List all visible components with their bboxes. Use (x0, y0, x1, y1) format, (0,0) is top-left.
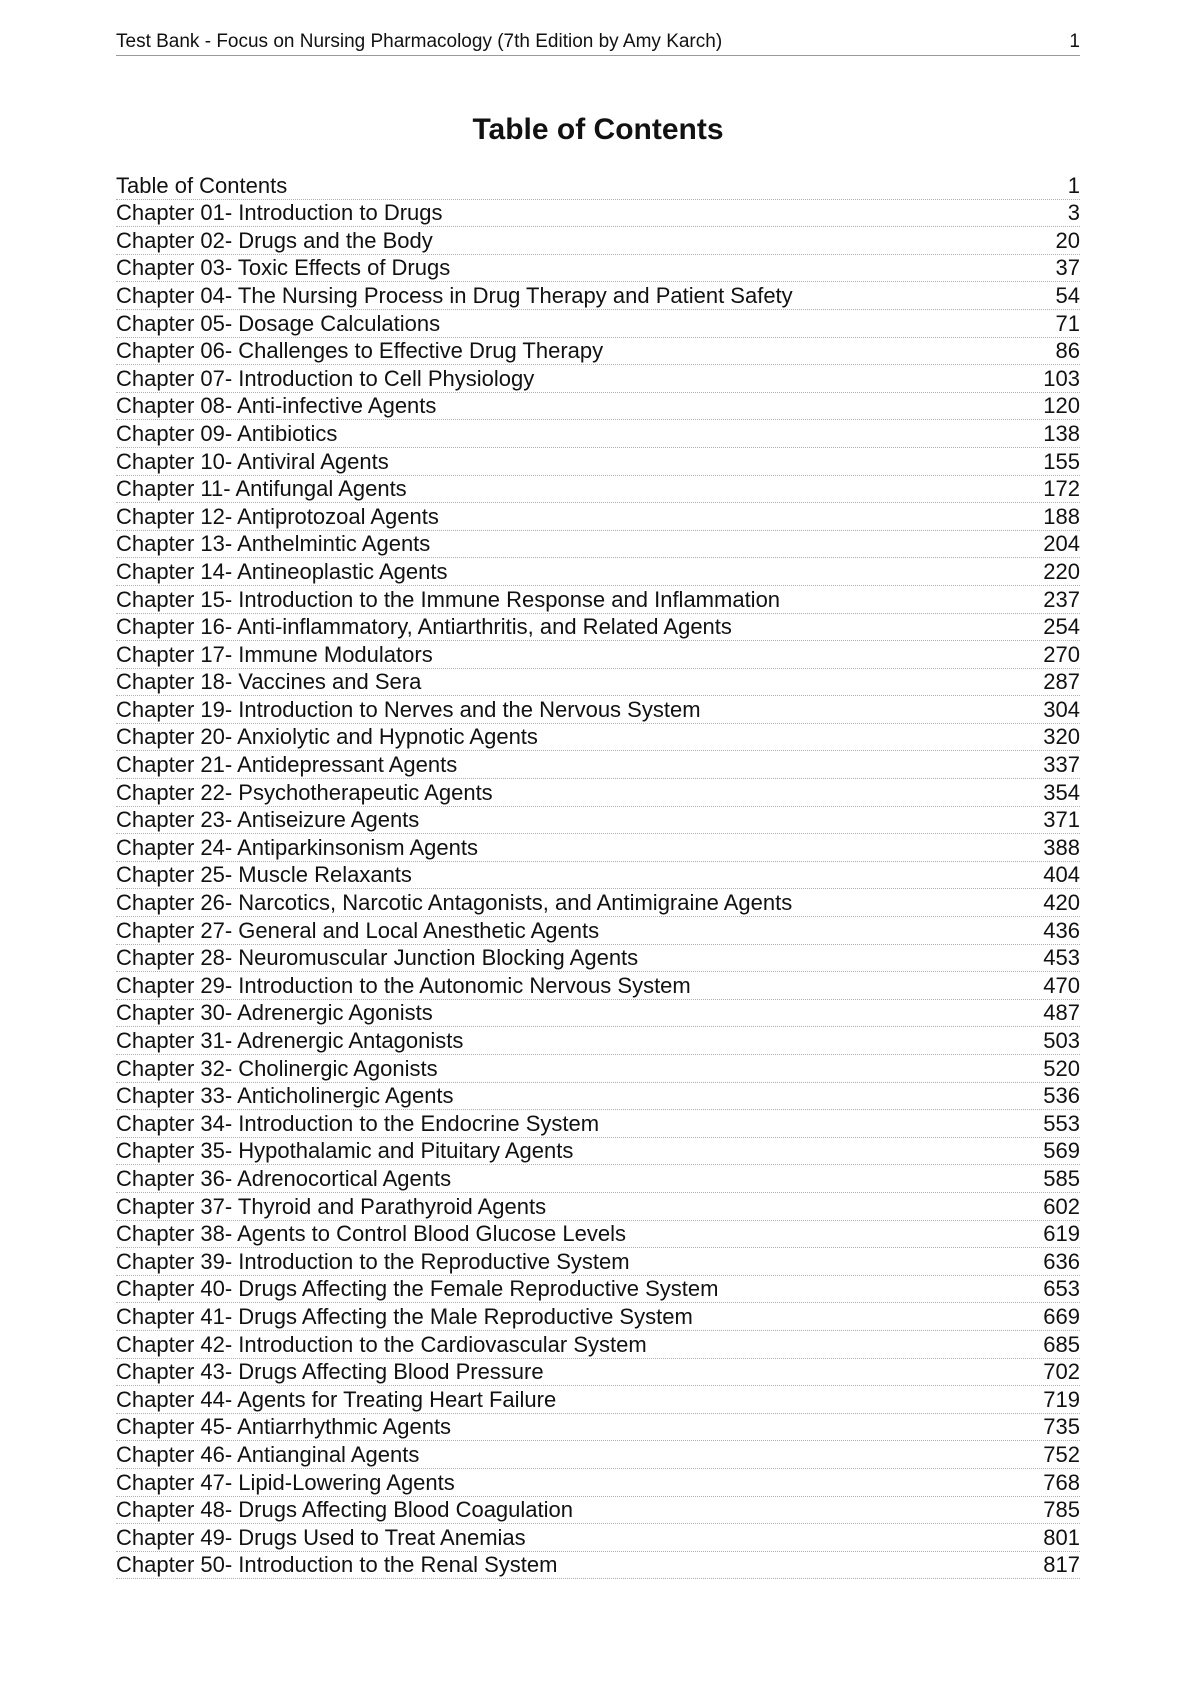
toc-entry-page-number: 436 (1043, 917, 1080, 943)
toc-entry-page-number: 553 (1043, 1110, 1080, 1136)
toc-entry-page-number: 37 (1055, 255, 1080, 281)
toc-entry-page-number: 585 (1043, 1165, 1080, 1191)
toc-entry-page-number: 20 (1055, 227, 1080, 253)
toc-entry[interactable] (116, 476, 1080, 504)
toc-entry-label: Chapter 50- Introduction to the Renal System (116, 1552, 558, 1578)
toc-entry-page-number: 3 (1067, 200, 1080, 226)
toc-entry-label: Chapter 06- Challenges to Effective Drug Therapy (116, 338, 604, 364)
toc-entry[interactable] (116, 1083, 1080, 1111)
toc-entry-page-number: 801 (1043, 1524, 1080, 1550)
toc-entry-page-number: 817 (1043, 1552, 1080, 1578)
toc-entry-page-number: 503 (1043, 1028, 1080, 1053)
toc-entry[interactable] (116, 1110, 1080, 1138)
toc-entry[interactable] (116, 1221, 1080, 1249)
toc-entry-label: Chapter 17- Immune Modulators (116, 641, 433, 667)
toc-entry-page-number: 735 (1043, 1414, 1080, 1440)
toc-entry[interactable] (116, 751, 1080, 779)
toc-entry-label: Chapter 32- Cholinergic Agonists (116, 1055, 438, 1081)
toc-entry[interactable] (116, 917, 1080, 945)
toc-entry-page-number: 388 (1043, 834, 1080, 860)
toc-entry-label: Chapter 27- General and Local Anesthetic Agents (116, 917, 600, 943)
toc-entry-label: Chapter 46- Antianginal Agents (116, 1441, 420, 1467)
toc-entry-page-number: 619 (1043, 1221, 1080, 1247)
toc-entry-page-number: 320 (1043, 724, 1080, 750)
toc-entry-label: Chapter 48- Drugs Affecting Blood Coagulation (116, 1497, 573, 1523)
running-title: Test Bank - Focus on Nursing Pharmacology (7th Edition by Amy Karch) (116, 31, 723, 52)
toc-entry[interactable] (116, 1359, 1080, 1387)
toc-entry-page-number: 702 (1043, 1359, 1080, 1385)
toc-entry-page-number: 71 (1055, 310, 1080, 336)
toc-entry[interactable] (116, 310, 1080, 338)
toc-entry[interactable] (116, 1248, 1080, 1276)
toc-entry[interactable] (116, 1469, 1080, 1497)
toc-entry[interactable] (116, 338, 1080, 366)
toc-entry[interactable] (116, 1331, 1080, 1359)
toc-entry-label: Chapter 02- Drugs and the Body (116, 227, 433, 253)
toc-entry-label: Chapter 21- Antidepressant Agents (116, 752, 458, 778)
toc-entry-label: Chapter 11- Antifungal Agents (116, 476, 407, 502)
toc-entry[interactable] (116, 1276, 1080, 1304)
toc-entry[interactable] (116, 1193, 1080, 1221)
toc-entry[interactable] (116, 614, 1080, 642)
toc-entry-page-number: 337 (1043, 752, 1080, 778)
toc-entry[interactable] (116, 586, 1080, 614)
toc-entry-page-number: 768 (1043, 1469, 1080, 1495)
toc-entry-label: Chapter 22- Psychotherapeutic Agents (116, 779, 493, 805)
toc-entry[interactable] (116, 641, 1080, 669)
toc-entry[interactable] (116, 779, 1080, 807)
toc-entry-label: Chapter 07- Introduction to Cell Physiology (116, 365, 535, 391)
toc-entry-page-number: 470 (1043, 972, 1080, 998)
toc-entry-label: Chapter 38- Agents to Control Blood Glucose Levels (116, 1221, 626, 1247)
toc-entry-page-number: 752 (1043, 1441, 1080, 1467)
toc-entry-label: Chapter 08- Anti-infective Agents (116, 393, 437, 419)
toc-entry-label: Chapter 28- Neuromuscular Junction Blocking Agents (116, 945, 639, 971)
toc-entry-page-number: 188 (1043, 503, 1080, 529)
toc-entry-page-number: 719 (1043, 1386, 1080, 1412)
toc-entry-label: Chapter 30- Adrenergic Agonists (116, 1000, 433, 1026)
toc-entry[interactable] (116, 448, 1080, 476)
toc-entry-page-number: 785 (1043, 1497, 1080, 1523)
toc-entry-label: Chapter 01- Introduction to Drugs (116, 200, 443, 226)
toc-entry[interactable] (116, 1386, 1080, 1414)
toc-entry[interactable] (116, 1524, 1080, 1552)
toc-entry-page-number: 204 (1043, 531, 1080, 557)
toc-entry[interactable] (116, 834, 1080, 862)
toc-entry-label: Chapter 41- Drugs Affecting the Male Reproductive System (116, 1303, 693, 1329)
toc-entry[interactable] (116, 696, 1080, 724)
toc-entry-page-number: 536 (1043, 1083, 1080, 1109)
toc-entry[interactable] (116, 503, 1080, 531)
toc-entry-label: Chapter 10- Antiviral Agents (116, 448, 389, 474)
toc-entry-page-number: 103 (1043, 365, 1080, 391)
toc-entry[interactable] (116, 1441, 1080, 1469)
toc-entry-page-number: 287 (1043, 669, 1080, 695)
toc-entry[interactable] (116, 862, 1080, 890)
toc-entry-label: Chapter 23- Antiseizure Agents (116, 807, 420, 833)
header-page-number: 1 (1069, 31, 1080, 52)
toc-entry-label: Chapter 09- Antibiotics (116, 420, 338, 446)
toc-entry-page-number: 86 (1055, 338, 1080, 364)
toc-entry-label: Chapter 40- Drugs Affecting the Female Reproductive System (116, 1276, 719, 1302)
toc-entry-page-number: 520 (1043, 1055, 1080, 1081)
toc-entry-page-number: 120 (1043, 393, 1080, 419)
toc-entry-label: Chapter 36- Adrenocortical Agents (116, 1165, 452, 1191)
toc-entry[interactable] (116, 1414, 1080, 1442)
toc-entry-label: Chapter 45- Antiarrhythmic Agents (116, 1414, 452, 1440)
toc-entry-label: Chapter 16- Anti-inflammatory, Antiarthritis, and Related Agents (116, 614, 732, 640)
toc-entry-label: Chapter 29- Introduction to the Autonomic Nervous System (116, 972, 691, 998)
toc-entry[interactable] (116, 724, 1080, 752)
toc-entry-label: Chapter 25- Muscle Relaxants (116, 862, 412, 888)
toc-entry[interactable] (116, 1497, 1080, 1525)
toc-entry-label: Chapter 35- Hypothalamic and Pituitary Agents (116, 1138, 574, 1164)
toc-entry-page-number: 354 (1043, 779, 1080, 805)
toc-entry[interactable] (116, 669, 1080, 697)
toc-entry-label: Chapter 18- Vaccines and Sera (116, 669, 422, 695)
toc-entry-label: Chapter 42- Introduction to the Cardiovascular System (116, 1331, 647, 1357)
toc-entry-page-number: 453 (1043, 945, 1080, 971)
toc-entry-label: Chapter 05- Dosage Calculations (116, 310, 441, 336)
toc-entry-page-number: 254 (1043, 614, 1080, 640)
toc-entry-page-number: 487 (1043, 1000, 1080, 1026)
toc-list (116, 172, 1080, 1579)
toc-entry-page-number: 404 (1043, 862, 1080, 888)
toc-entry-page-number: 138 (1043, 420, 1080, 446)
toc-entry[interactable] (116, 1055, 1080, 1083)
toc-entry[interactable] (116, 282, 1080, 310)
toc-entry-label: Chapter 24- Antiparkinsonism Agents (116, 834, 478, 860)
toc-entry[interactable] (116, 1138, 1080, 1166)
toc-entry-page-number: 1 (1067, 172, 1080, 198)
toc-entry-page-number: 270 (1043, 641, 1080, 667)
toc-entry-label: Chapter 13- Anthelmintic Agents (116, 531, 431, 557)
toc-entry[interactable] (116, 1303, 1080, 1331)
toc-entry-label: Chapter 12- Antiprotozoal Agents (116, 503, 439, 529)
toc-entry-label: Chapter 26- Narcotics, Narcotic Antagonists, and Antimigraine Agents (116, 890, 793, 916)
toc-entry[interactable] (116, 1027, 1080, 1055)
toc-entry[interactable] (116, 200, 1080, 228)
toc-entry[interactable] (116, 531, 1080, 559)
toc-entry[interactable] (116, 558, 1080, 586)
toc-entry-page-number: 569 (1043, 1138, 1080, 1164)
toc-entry-label: Table of Contents (116, 172, 288, 198)
toc-entry-label: Chapter 33- Anticholinergic Agents (116, 1083, 454, 1109)
toc-entry[interactable] (116, 945, 1080, 973)
toc-entry-label: Chapter 39- Introduction to the Reproductive System (116, 1248, 630, 1274)
toc-entry[interactable] (116, 393, 1080, 421)
toc-entry[interactable] (116, 255, 1080, 283)
toc-entry-label: Chapter 31- Adrenergic Antagonists (116, 1028, 464, 1053)
toc-entry-page-number: 669 (1043, 1303, 1080, 1329)
toc-entry[interactable] (116, 1552, 1080, 1580)
toc-entry-label: Chapter 19- Introduction to Nerves and the Nervous System (116, 696, 701, 722)
toc-entry-page-number: 237 (1043, 586, 1080, 612)
toc-entry-page-number: 371 (1043, 807, 1080, 833)
toc-entry-label: Chapter 37- Thyroid and Parathyroid Agents (116, 1193, 547, 1219)
toc-entry[interactable] (116, 172, 1080, 200)
toc-entry-label: Chapter 44- Agents for Treating Heart Failure (116, 1386, 557, 1412)
toc-entry-page-number: 172 (1043, 476, 1080, 502)
toc-entry-label: Chapter 14- Antineoplastic Agents (116, 558, 448, 584)
toc-entry[interactable] (116, 1000, 1080, 1028)
toc-entry-label: Chapter 47- Lipid-Lowering Agents (116, 1469, 455, 1495)
toc-entry-page-number: 653 (1043, 1276, 1080, 1302)
toc-entry-page-number: 54 (1055, 282, 1080, 308)
toc-entry-label: Chapter 49- Drugs Used to Treat Anemias (116, 1524, 526, 1550)
toc-entry[interactable] (116, 420, 1080, 448)
toc-entry[interactable] (116, 365, 1080, 393)
toc-entry-label: Chapter 43- Drugs Affecting Blood Pressure (116, 1359, 544, 1385)
toc-entry-label: Chapter 15- Introduction to the Immune Response and Inflammation (116, 586, 781, 612)
toc-entry-label: Chapter 20- Anxiolytic and Hypnotic Agents (116, 724, 538, 750)
toc-entry-page-number: 155 (1043, 448, 1080, 474)
toc-entry-page-number: 685 (1043, 1331, 1080, 1357)
toc-entry[interactable] (116, 972, 1080, 1000)
toc-entry-page-number: 304 (1043, 696, 1080, 722)
toc-entry-page-number: 220 (1043, 558, 1080, 584)
toc-entry[interactable] (116, 227, 1080, 255)
toc-entry[interactable] (116, 1165, 1080, 1193)
toc-entry-label: Chapter 04- The Nursing Process in Drug Therapy and Patient Safety (116, 282, 793, 308)
toc-entry-label: Chapter 34- Introduction to the Endocrine System (116, 1110, 600, 1136)
toc-entry-page-number: 420 (1043, 890, 1080, 916)
toc-entry[interactable] (116, 889, 1080, 917)
toc-entry-label: Chapter 03- Toxic Effects of Drugs (116, 255, 451, 281)
toc-entry-page-number: 636 (1043, 1248, 1080, 1274)
toc-entry-page-number: 602 (1043, 1193, 1080, 1219)
toc-title: Table of Contents (472, 113, 724, 146)
running-header (116, 30, 1080, 56)
toc-entry[interactable] (116, 807, 1080, 835)
